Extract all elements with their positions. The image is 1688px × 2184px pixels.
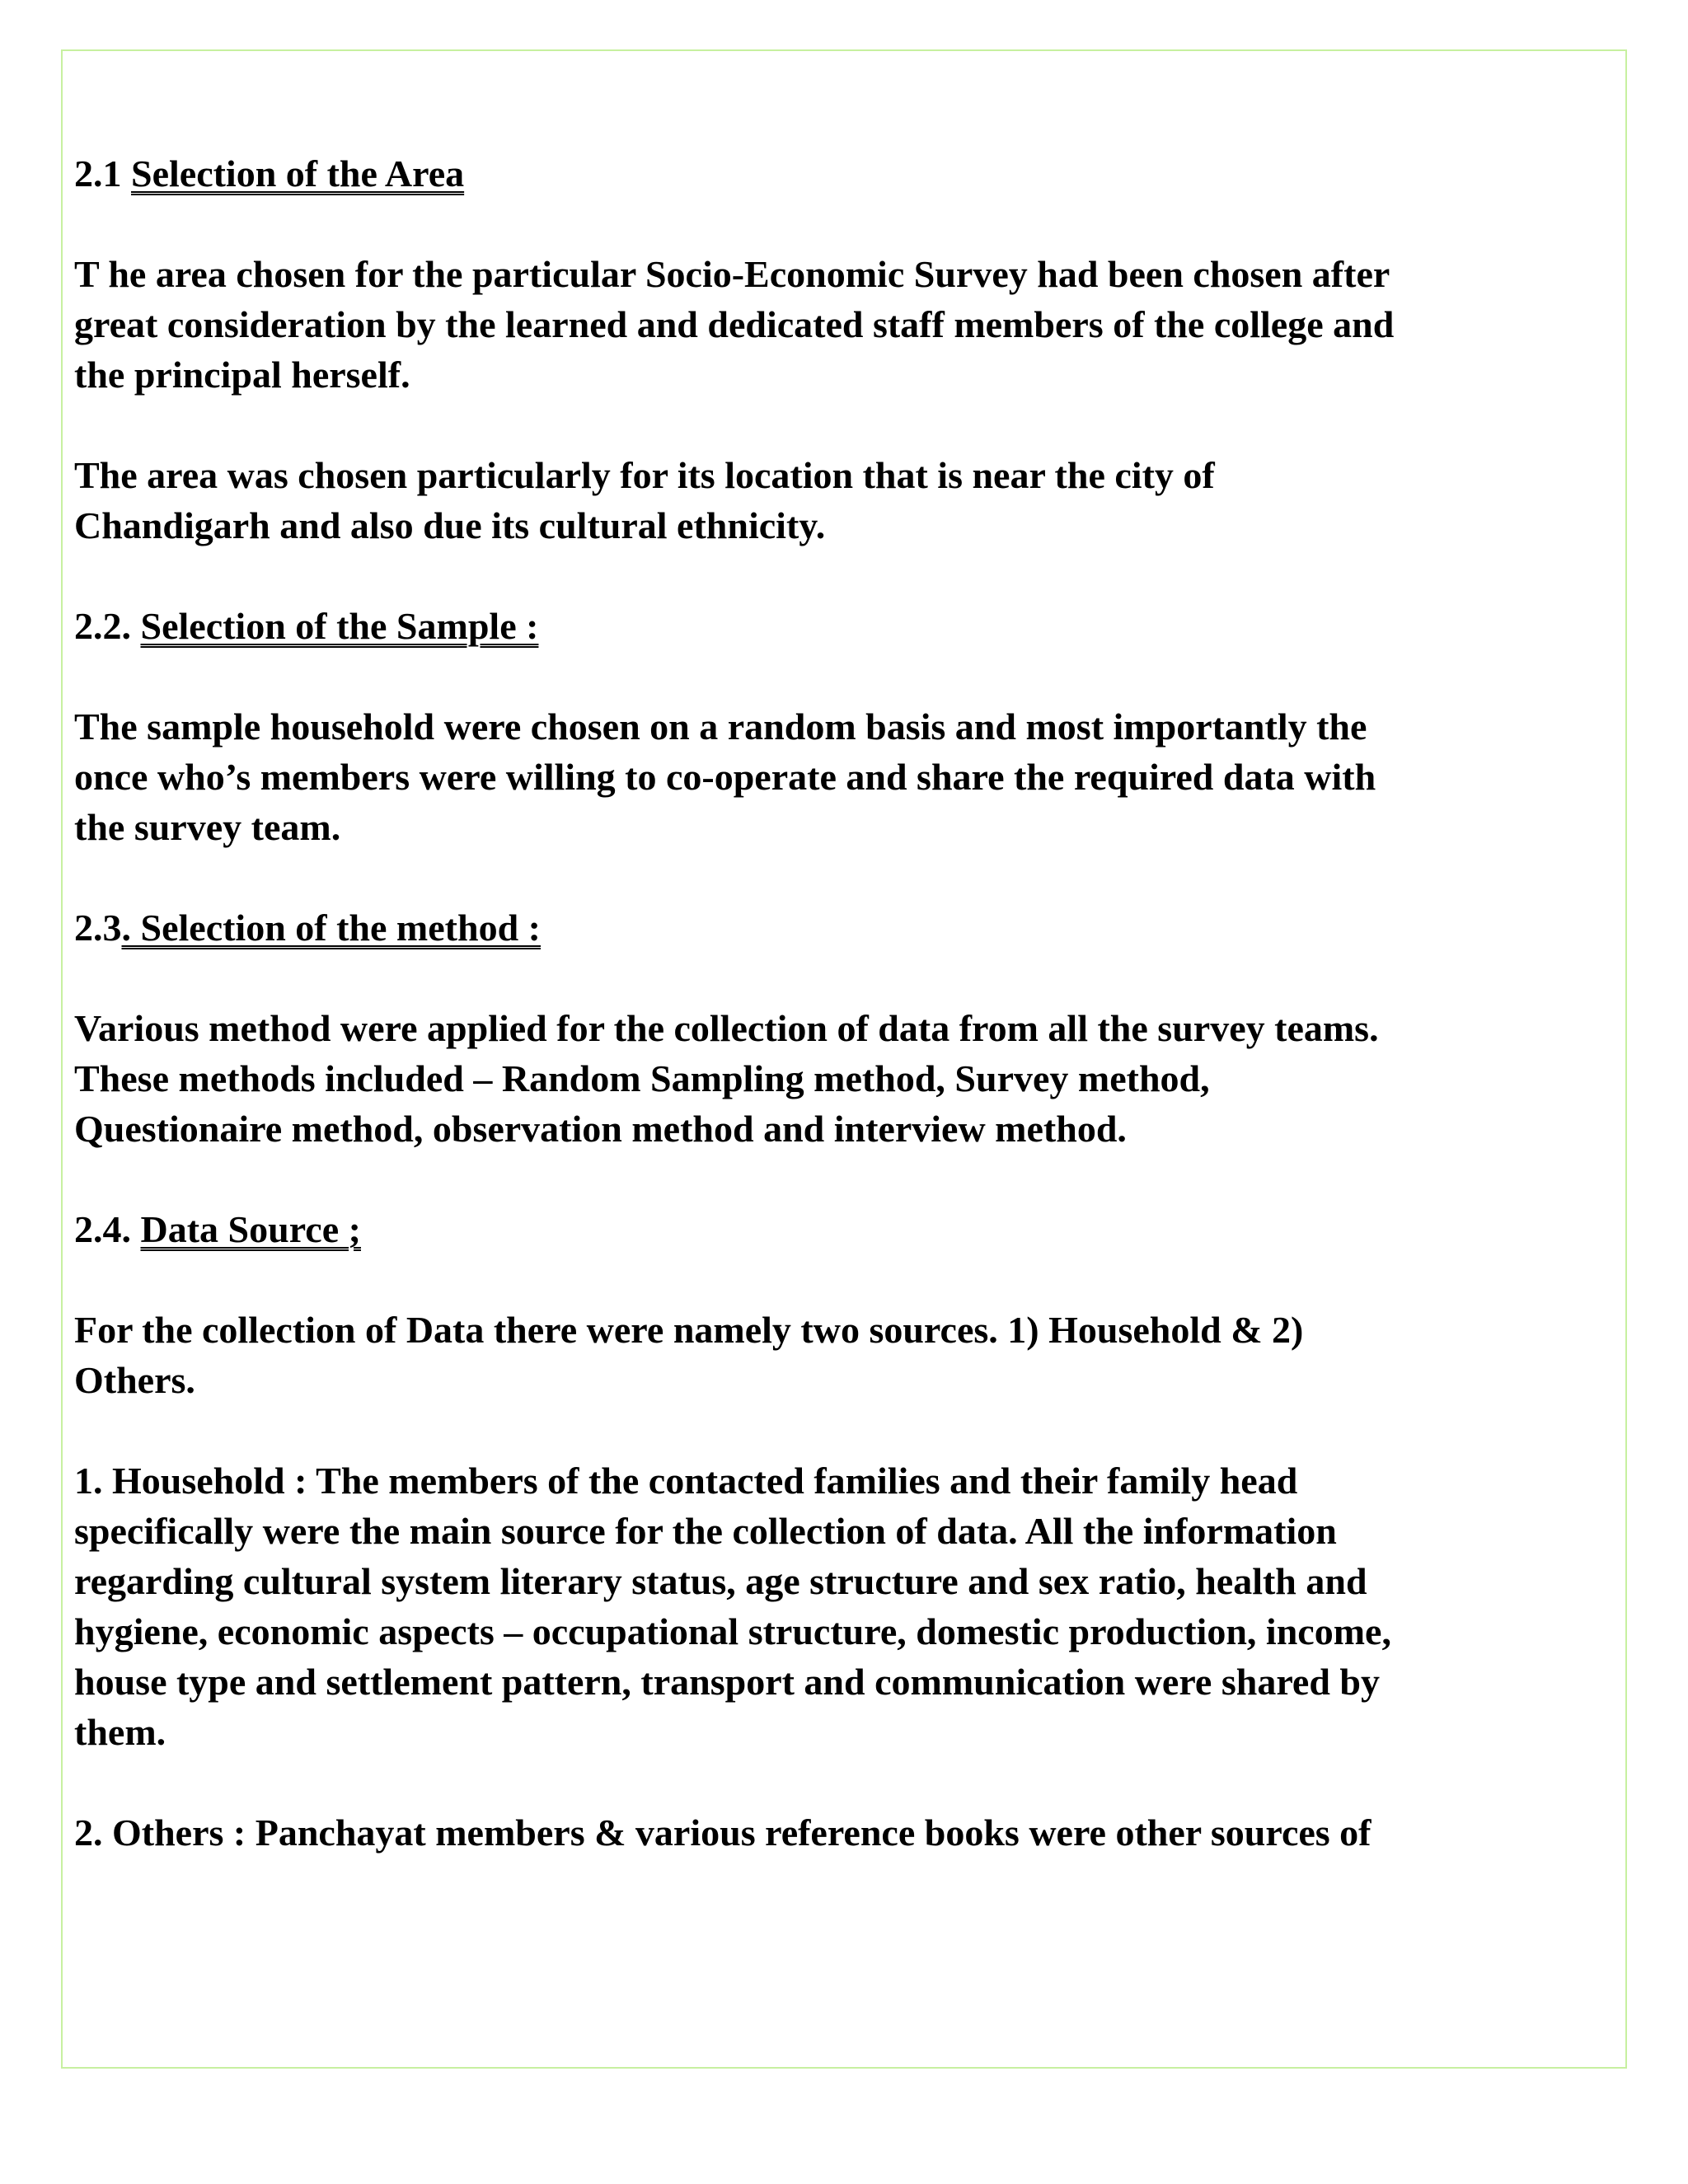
paragraph: For the collection of Data there were namely two sources. 1) Household & 2) Others. bbox=[74, 1309, 1304, 1401]
section-heading: 2.3. Selection of the method : bbox=[74, 907, 541, 949]
section-title: Selection of the Area bbox=[131, 152, 465, 194]
paragraph: T he area chosen for the particular Socio-Economic Survey had been chosen after great consideration by the learned and dedicated staff members of the college and the principal herself. bbox=[74, 253, 1395, 396]
paragraph: The area was chosen particularly for its location that is near the city of Chandigarh and also due its cultural ethnicity. bbox=[74, 454, 1215, 546]
section-heading: 2.2. Selection of the Sample : bbox=[74, 605, 539, 647]
section-title: Selection of the Sample : bbox=[140, 605, 539, 647]
section-heading: 2.1 Selection of the Area bbox=[74, 152, 465, 194]
paragraph: Various method were applied for the collection of data from all the survey teams. These methods included – Random Sampling method, Survey method, Questionaire method, observation method and interview method. bbox=[74, 1007, 1379, 1150]
document-body bbox=[74, 148, 1624, 1858]
section-title: . Selection of the method : bbox=[121, 907, 541, 949]
paragraph: 2. Others : Panchayat members & various reference books were other sources of bbox=[74, 1811, 1372, 1854]
paragraph: 1. Household : The members of the contacted families and their family head specifically were the main source for the collection of data. All the information regarding cultural system literary status, age structure and sex ratio, health and hygiene, economic aspects – occupational structure, domestic production, income, house type and settlement pattern, transport and communication were shared by them. bbox=[74, 1460, 1391, 1753]
section-title: Data Source ; bbox=[140, 1208, 361, 1250]
paragraph: The sample household were chosen on a random basis and most importantly the once who’s members were willing to co-operate and share the required data with the survey team. bbox=[74, 705, 1376, 848]
section-heading: 2.4. Data Source ; bbox=[74, 1208, 361, 1250]
